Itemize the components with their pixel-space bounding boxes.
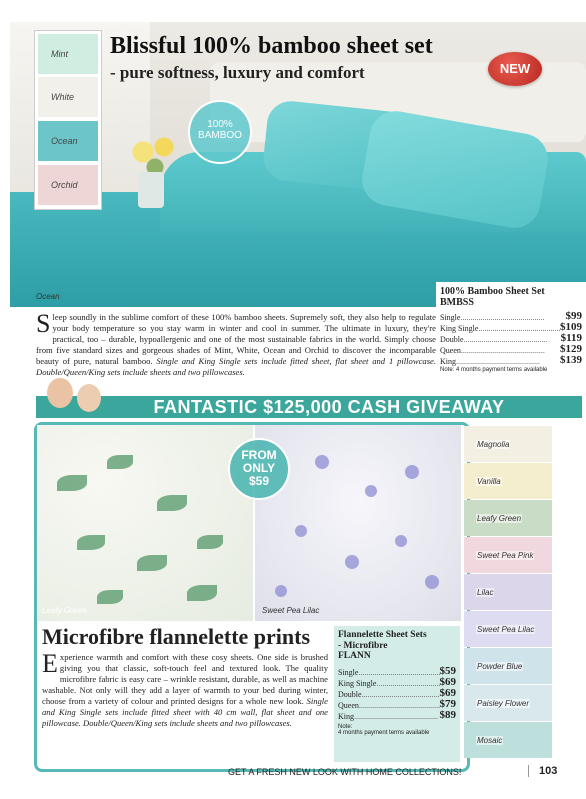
price-row: Single ..... $99 xyxy=(440,311,582,322)
section-title: Microfibre flannelette prints xyxy=(42,624,311,649)
price-row: Double ..... $119 xyxy=(440,333,582,344)
pattern-magnolia[interactable]: Magnolia xyxy=(464,426,552,462)
price-row: King Single ..... $69 xyxy=(338,677,456,688)
drop-cap: S xyxy=(36,309,51,338)
leafy-green-photo xyxy=(37,425,253,621)
photo-caption: Sweet Pea Lilac xyxy=(262,606,320,615)
new-badge: NEW xyxy=(488,52,542,86)
pattern-swatch-strip xyxy=(464,426,552,760)
bamboo-badge: 100% BAMBOO xyxy=(188,100,252,164)
price-row: Double ..... $69 xyxy=(338,688,456,699)
giveaway-banner[interactable]: FANTASTIC $125,000 CASH GIVEAWAY xyxy=(36,396,582,418)
photo-caption: Leafy Green xyxy=(42,606,87,615)
from-price-badge: FROM ONLY $59 xyxy=(228,438,290,500)
price-row: Queen ..... $79 xyxy=(338,699,456,710)
price-row: King ..... $139 xyxy=(440,355,582,366)
swatch-white[interactable]: White xyxy=(38,77,98,117)
pattern-sweet-pea-pink[interactable]: Sweet Pea Pink xyxy=(464,537,552,573)
swatch-mint[interactable]: Mint xyxy=(38,34,98,74)
pattern-lilac[interactable]: Lilac xyxy=(464,574,552,610)
pattern-paisley-flower[interactable]: Paisley Flower xyxy=(464,685,552,721)
flannelette-description: Experience warmth and comfort with these cosy sheets. One side is brushed giving you that classic, soft-touch feel and textured look. The quality microfibre fabric is easy care – wrinkle resistant, durable, as well as machine washable. Not only will they add a layer of warmth to your bed during winter, choose from a variety of colour and printed designs for a whole new look. Single and King Single sets include fitted sheet with 40 cm wall, flat sheet and one pillowcase. Double/Queen/King sets include sheets and two pillowcases. xyxy=(42,649,328,728)
payment-note: Note: 4 months payment terms available xyxy=(440,367,548,373)
hero-caption: Ocean xyxy=(36,292,60,301)
colour-swatches xyxy=(34,30,102,210)
footer-tagline: GET A FRESH NEW LOOK WITH HOME COLLECTIONS! xyxy=(228,767,462,777)
pattern-vanilla[interactable]: Vanilla xyxy=(464,463,552,499)
bamboo-price-table: 100% Bamboo Sheet Set BMBSS Single ..... $99 King Single ..... $109 Double ..... $119 Queen ..... $129 King ..... $139 Note: 4 months payment terms available xyxy=(436,282,586,388)
bamboo-description: Sleep soundly in the sublime comfort of these 100% bamboo sheets. Supremely soft, they also help to regulate your body temperature so you stay warm in winter and cool in summer. The ultimate in luxury, they're practical, too – durable, hypoallergenic and one of the most sustainable fabrics in the world. Simply choose from five standard sizes and gorgeous shades of Mint, White, Ocean and Orchid to discover the incomparable beauty of pure, natural bamboo. Single and King Single sets include fitted sheet, flat sheet and 1 pillowcase. Double/Queen/King sets include sheets and two pillowcases. xyxy=(36,309,437,377)
price-row: King Single ..... $109 xyxy=(440,322,582,333)
price-row: Single ..... $59 xyxy=(338,666,456,677)
swatch-orchid[interactable]: Orchid xyxy=(38,165,98,205)
flannelette-price-table: Flannelette Sheet Sets - Microfibre FLANN Single ..... $59 King Single ..... $69 Double ..... $69 Queen ..... $79 King ..... $89 Note: 4 months payment terms available xyxy=(334,626,460,762)
price-row: King ..... $89 xyxy=(338,710,456,721)
page-title: Blissful 100% bamboo sheet set xyxy=(110,33,433,59)
pattern-sweet-pea-lilac[interactable]: Sweet Pea Lilac xyxy=(464,611,552,647)
swatch-ocean[interactable]: Ocean xyxy=(38,121,98,161)
vase xyxy=(138,172,164,208)
page-subtitle: - pure softness, luxury and comfort xyxy=(110,63,365,82)
pattern-powder-blue[interactable]: Powder Blue xyxy=(464,648,552,684)
drop-cap: E xyxy=(42,649,58,678)
price-row: Queen ..... $129 xyxy=(440,344,582,355)
payment-note: Note: 4 months payment terms available xyxy=(338,723,430,736)
giveaway-people-photo xyxy=(35,374,113,420)
page-number: 103 xyxy=(528,765,557,777)
pattern-leafy-green[interactable]: Leafy Green xyxy=(464,500,552,536)
pattern-mosaic[interactable]: Mosaic xyxy=(464,722,552,758)
